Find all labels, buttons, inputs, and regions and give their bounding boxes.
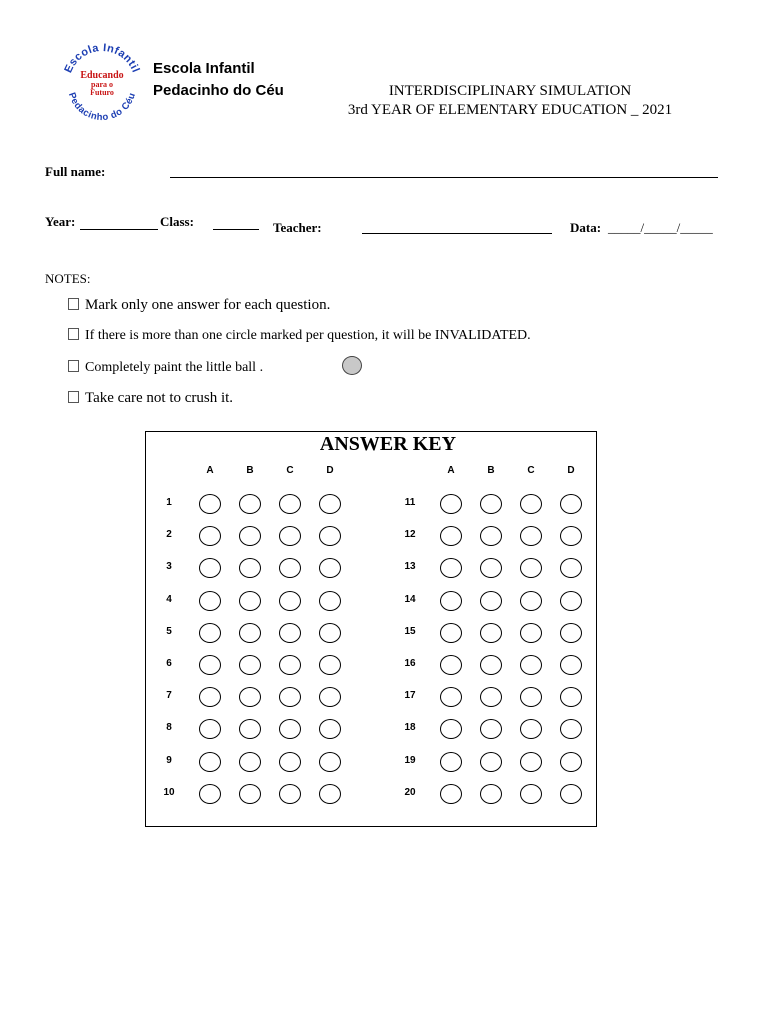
answer-bubble-q15-c[interactable]: [520, 623, 542, 643]
answer-bubble-q10-c[interactable]: [279, 784, 301, 804]
answer-bubble-q20-c[interactable]: [520, 784, 542, 804]
answer-bubble-q20-a[interactable]: [440, 784, 462, 804]
answer-bubble-q11-d[interactable]: [560, 494, 582, 514]
answer-bubble-q14-d[interactable]: [560, 591, 582, 611]
teacher-field[interactable]: [362, 233, 552, 234]
answer-bubble-q16-c[interactable]: [520, 655, 542, 675]
question-number: 15: [404, 625, 416, 637]
answer-bubble-q6-c[interactable]: [279, 655, 301, 675]
option-header-c: C: [527, 465, 535, 476]
answer-bubble-q19-d[interactable]: [560, 752, 582, 772]
question-number: 3: [166, 561, 172, 573]
answer-bubble-q15-a[interactable]: [440, 623, 462, 643]
full-name-field[interactable]: [170, 177, 718, 178]
year-field[interactable]: [80, 229, 158, 230]
option-header-a: A: [447, 465, 455, 476]
answer-bubble-q19-a[interactable]: [440, 752, 462, 772]
option-header-c: C: [286, 465, 294, 476]
question-number: 20: [404, 786, 416, 798]
question-number: 12: [404, 529, 416, 541]
date-field[interactable]: _____/_____/_____: [608, 220, 713, 235]
checkbox-icon: [68, 328, 79, 340]
answer-bubble-q4-a[interactable]: [199, 591, 221, 611]
question-number: 16: [404, 658, 416, 669]
school-name-line1: Escola Infantil: [153, 60, 255, 77]
question-number: 6: [166, 658, 172, 669]
answer-bubble-q16-b[interactable]: [480, 655, 502, 675]
checkbox-icon: [68, 298, 79, 310]
answer-bubble-q6-a[interactable]: [199, 655, 221, 675]
answer-bubble-q9-d[interactable]: [319, 752, 341, 772]
note-item: Mark only one answer for each question.: [68, 297, 330, 314]
checkbox-icon: [68, 391, 79, 403]
answer-bubble-q20-b[interactable]: [480, 784, 502, 804]
option-header-b: B: [246, 465, 254, 476]
answer-bubble-q16-d[interactable]: [560, 655, 582, 675]
question-number: 7: [166, 690, 172, 702]
question-number: 10: [163, 786, 175, 798]
answer-bubble-q4-b[interactable]: [239, 591, 261, 611]
answer-bubble-q6-d[interactable]: [319, 655, 341, 675]
answer-bubble-q11-b[interactable]: [480, 494, 502, 514]
question-number: 2: [166, 529, 172, 541]
svg-text:Futuro: Futuro: [90, 88, 114, 97]
svg-text:Escola Infantil: Escola Infantil: [62, 42, 142, 75]
question-number: 13: [404, 561, 416, 573]
answer-bubble-q1-a[interactable]: [199, 494, 221, 514]
answer-bubble-q10-a[interactable]: [199, 784, 221, 804]
answer-bubble-q15-d[interactable]: [560, 623, 582, 643]
svg-text:Educando: Educando: [80, 70, 124, 81]
question-number: 5: [166, 625, 172, 637]
answer-bubble-q4-d[interactable]: [319, 591, 341, 611]
question-number: 11: [404, 497, 416, 508]
exam-title: INTERDISCIPLINARY SIMULATION: [388, 83, 632, 99]
svg-text:para o: para o: [91, 80, 113, 89]
answer-bubble-q20-d[interactable]: [560, 784, 582, 804]
answer-key-title: ANSWER KEY: [319, 433, 457, 455]
answer-bubble-q19-c[interactable]: [520, 752, 542, 772]
answer-bubble-q15-b[interactable]: [480, 623, 502, 643]
school-name-line2: Pedacinho do Céu: [153, 82, 284, 99]
answer-bubble-q4-c[interactable]: [279, 591, 301, 611]
question-number: 19: [404, 754, 416, 766]
answer-bubble-q1-d[interactable]: [319, 494, 341, 514]
answer-bubble-q1-c[interactable]: [279, 494, 301, 514]
school-logo: [60, 42, 144, 126]
option-header-a: A: [206, 465, 214, 476]
filled-ball-example-icon: [342, 356, 362, 375]
question-number: 9: [166, 754, 172, 766]
exam-subtitle: 3rd YEAR OF ELEMENTARY EDUCATION _ 2021: [347, 102, 673, 118]
answer-bubble-q11-a[interactable]: [440, 494, 462, 514]
notes-heading: NOTES:: [45, 271, 91, 286]
question-number: 1: [166, 497, 172, 508]
option-header-b: B: [487, 465, 495, 476]
question-number: 4: [166, 593, 172, 605]
option-header-d: D: [567, 465, 575, 476]
answer-bubble-q10-d[interactable]: [319, 784, 341, 804]
answer-bubble-q5-b[interactable]: [239, 623, 261, 643]
answer-bubble-q5-d[interactable]: [319, 623, 341, 643]
class-field[interactable]: [213, 229, 259, 230]
answer-bubble-q10-b[interactable]: [239, 784, 261, 804]
answer-bubble-q14-a[interactable]: [440, 591, 462, 611]
note-item: If there is more than one circle marked per question, it will be INVALIDATED.: [68, 328, 531, 344]
question-number: 17: [404, 690, 416, 702]
year-label: Year:: [45, 214, 76, 229]
answer-bubble-q9-c[interactable]: [279, 752, 301, 772]
class-label: Class:: [160, 214, 194, 229]
option-header-d: D: [326, 465, 334, 476]
note-item: Completely paint the little ball .: [68, 360, 263, 376]
question-number: 14: [404, 593, 416, 605]
note-item: Take care not to crush it.: [68, 390, 233, 407]
answer-bubble-q9-b[interactable]: [239, 752, 261, 772]
answer-bubble-q14-c[interactable]: [520, 591, 542, 611]
answer-bubble-q16-a[interactable]: [440, 655, 462, 675]
question-number: 8: [166, 722, 172, 734]
checkbox-icon: [68, 360, 79, 372]
teacher-label: Teacher:: [273, 220, 322, 235]
answer-bubble-q9-a[interactable]: [199, 752, 221, 772]
answer-bubble-q5-c[interactable]: [279, 623, 301, 643]
answer-bubble-q19-b[interactable]: [480, 752, 502, 772]
date-label: Data:: [570, 220, 602, 235]
question-number: 18: [404, 722, 416, 734]
answer-bubble-q1-b[interactable]: [239, 494, 261, 514]
full-name-label: Full name:: [45, 164, 106, 179]
svg-text:Pedacinho do Céu: Pedacinho do Céu: [65, 91, 139, 124]
answer-bubble-q14-b[interactable]: [480, 591, 502, 611]
answer-bubble-q6-b[interactable]: [239, 655, 261, 675]
answer-bubble-q11-c[interactable]: [520, 494, 542, 514]
answer-bubble-q5-a[interactable]: [199, 623, 221, 643]
